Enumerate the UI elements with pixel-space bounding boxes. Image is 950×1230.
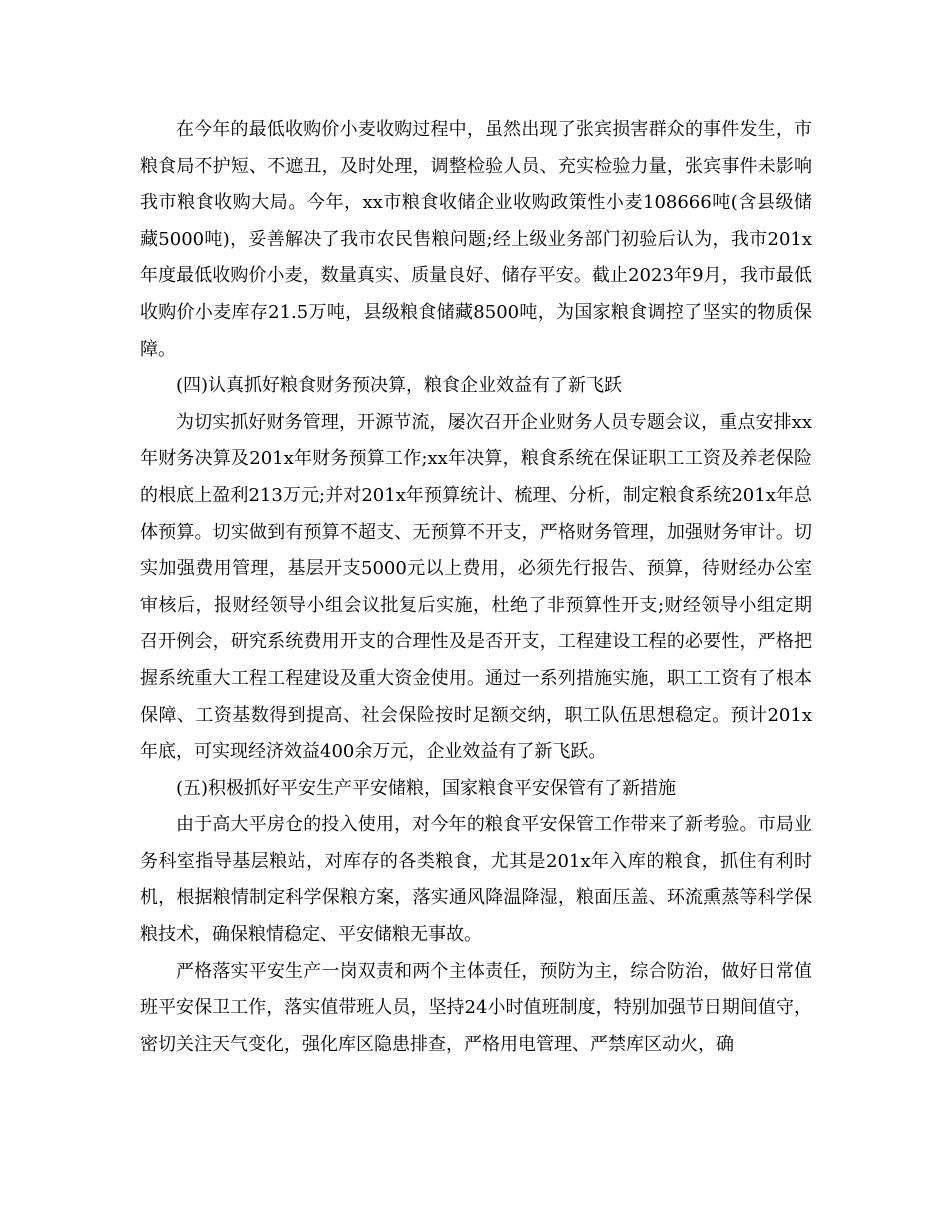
paragraph-wheat-purchase: 在今年的最低收购价小麦收购过程中，虽然出现了张宾损害群众的事件发生，市粮食局不护短、不遮丑，及时处理，调整检验人员、充实检验力量，张宾事件未影响我市粮食收购大局。今年，xx市粮食收储企业收购政策性小麦108666吨(含县级储藏5000吨)，妥善解决了我市农民售粮问题;经上级业务部门初验后认为，我市201x年度最低收购价小麦，数量真实、质量良好、储存平安。截止2023年9月，我市最低收购价小麦库存21.5万吨，县级粮食储藏8500吨，为国家粮食调控了坚实的物质保障。 [140,119,812,360]
paragraph-grain-storage: 由于高大平房仓的投入使用，对今年的粮食平安保管工作带来了新考验。市局业务科室指导基层粮站，对库存的各类粮食，尤其是201x年入库的粮食，抓住有利时机，根据粮情制定科学保粮方案，落实通风降温降湿，粮面压盖、环流熏蒸等科学保粮技术，确保粮情稳定、平安储粮无事故。 [140,814,812,946]
section-heading-finance: (四)认真抓好粮食财务预决算，粮食企业效益有了新飞跃 [176,375,623,397]
paragraph-safety-duty: 严格落实平安生产一岗双责和两个主体责任，预防为主，综合防治，做好日常值班平安保卫工作，落实值带班人员，坚持24小时值班制度，特别加强节日期间值守，密切关注天气变化，强化库区隐患排查，严格用电管理、严禁库区动火，确 [140,960,812,1055]
paragraph-finance: 为切实抓好财务管理，开源节流，屡次召开企业财务人员专题会议，重点安排xx年财务决算及201x年财务预算工作;xx年决算，粮食系统在保证职工工资及养老保险的根底上盈利213万元;并对201x年预算统计、梳理、分析，制定粮食系统201x年总体预算。切实做到有预算不超支、无预算不开支，严格财务管理，加强财务审计。切实加强费用管理，基层开支5000元以上费用，必须先行报告、预算，待财经办公室审核后，报财经领导小组会议批复后实施，杜绝了非预算性开支;财经领导小组定期召开例会，研究系统费用开支的合理性及是否开支，工程建设工程的必要性，严格把握系统重大工程工程建设及重大资金使用。通过一系列措施实施，职工工资有了根本保障、工资基数得到提高、社会保险按时足额交纳，职工队伍思想稳定。预计201x年底，可实现经济效益400余万元，企业效益有了新飞跃。 [140,411,812,763]
document-body [140,112,812,1063]
section-heading-safety: (五)积极抓好平安生产平安储粮，国家粮食平安保管有了新措施 [176,777,677,799]
